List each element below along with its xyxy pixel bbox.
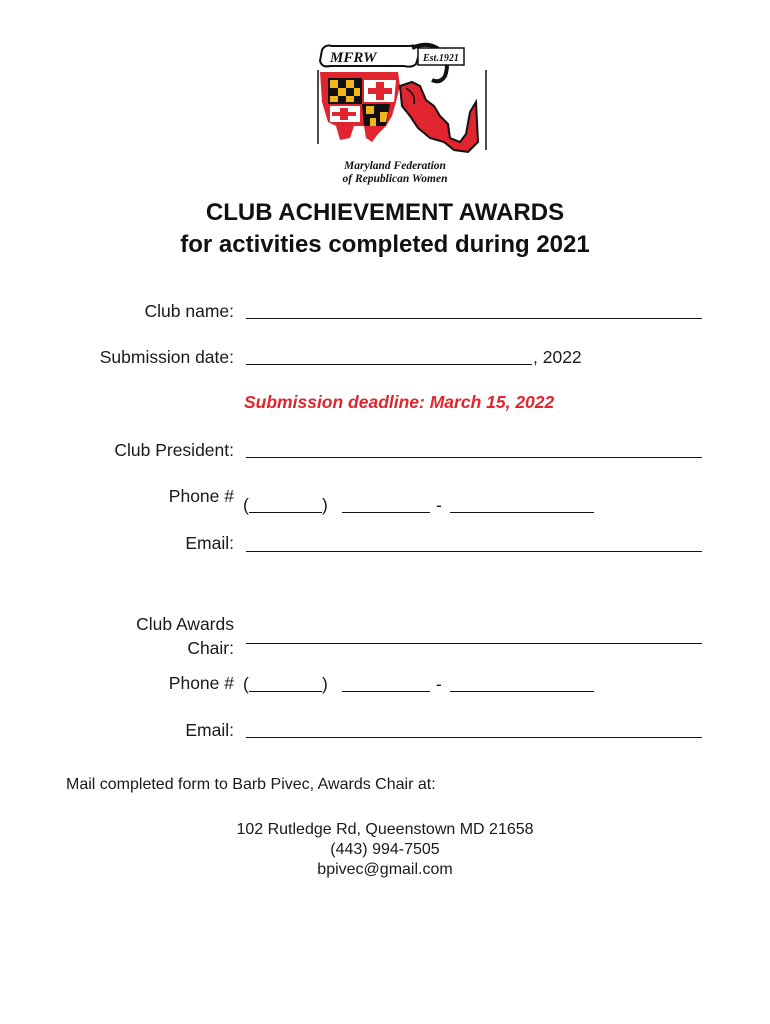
president-phone-paren-close: ) <box>322 495 328 515</box>
chair-email-label: Email: <box>185 720 234 740</box>
president-phone-area-field[interactable] <box>249 512 322 513</box>
mail-instructions: Mail completed form to Barb Pivec, Awards Chair at: <box>66 776 436 793</box>
logo-name-line1: Maryland Federation <box>344 160 446 172</box>
president-phone-dash: - <box>436 495 442 515</box>
president-phone-label: Phone # <box>168 486 234 506</box>
page-subtitle: for activities completed during 2021 <box>180 231 590 258</box>
awards-chair-field[interactable] <box>246 643 702 644</box>
club-president-field[interactable] <box>246 457 702 458</box>
awards-chair-label-2: Chair: <box>187 638 234 658</box>
contact-email[interactable]: bpivec@gmail.com <box>317 861 453 878</box>
submission-year-suffix: , 2022 <box>533 347 582 367</box>
submission-date-field[interactable] <box>246 364 532 365</box>
president-phone-paren-open: ( <box>243 495 249 515</box>
chair-phone-paren-close: ) <box>322 674 328 694</box>
club-president-label: Club President: <box>114 440 234 460</box>
chair-email-field[interactable] <box>246 737 702 738</box>
chair-phone-label: Phone # <box>168 673 234 693</box>
contact-phone: (443) 994-7505 <box>330 841 440 858</box>
chair-phone-dash: - <box>436 674 442 694</box>
president-phone-prefix-field[interactable] <box>342 512 430 513</box>
mfrw-logo <box>300 42 490 192</box>
awards-chair-label-1: Club Awards <box>136 614 234 634</box>
submission-date-label: Submission date: <box>99 347 234 367</box>
chair-phone-area-field[interactable] <box>249 691 322 692</box>
president-email-label: Email: <box>185 533 234 553</box>
chair-phone-paren-open: ( <box>243 674 249 694</box>
chair-phone-prefix-field[interactable] <box>342 691 430 692</box>
club-name-label: Club name: <box>144 301 234 321</box>
president-phone-line-field[interactable] <box>450 512 594 513</box>
logo-est-text: Est.1921 <box>423 53 459 64</box>
club-name-field[interactable] <box>246 318 702 319</box>
page-title: CLUB ACHIEVEMENT AWARDS <box>205 199 565 226</box>
logo-name-line2: of Republican Women <box>342 173 448 185</box>
president-email-field[interactable] <box>246 551 702 552</box>
logo-badge-text: MFRW <box>330 50 377 66</box>
chair-phone-line-field[interactable] <box>450 691 594 692</box>
submission-deadline: Submission deadline: March 15, 2022 <box>244 392 555 412</box>
mailing-address: 102 Rutledge Rd, Queenstown MD 21658 <box>236 821 534 838</box>
